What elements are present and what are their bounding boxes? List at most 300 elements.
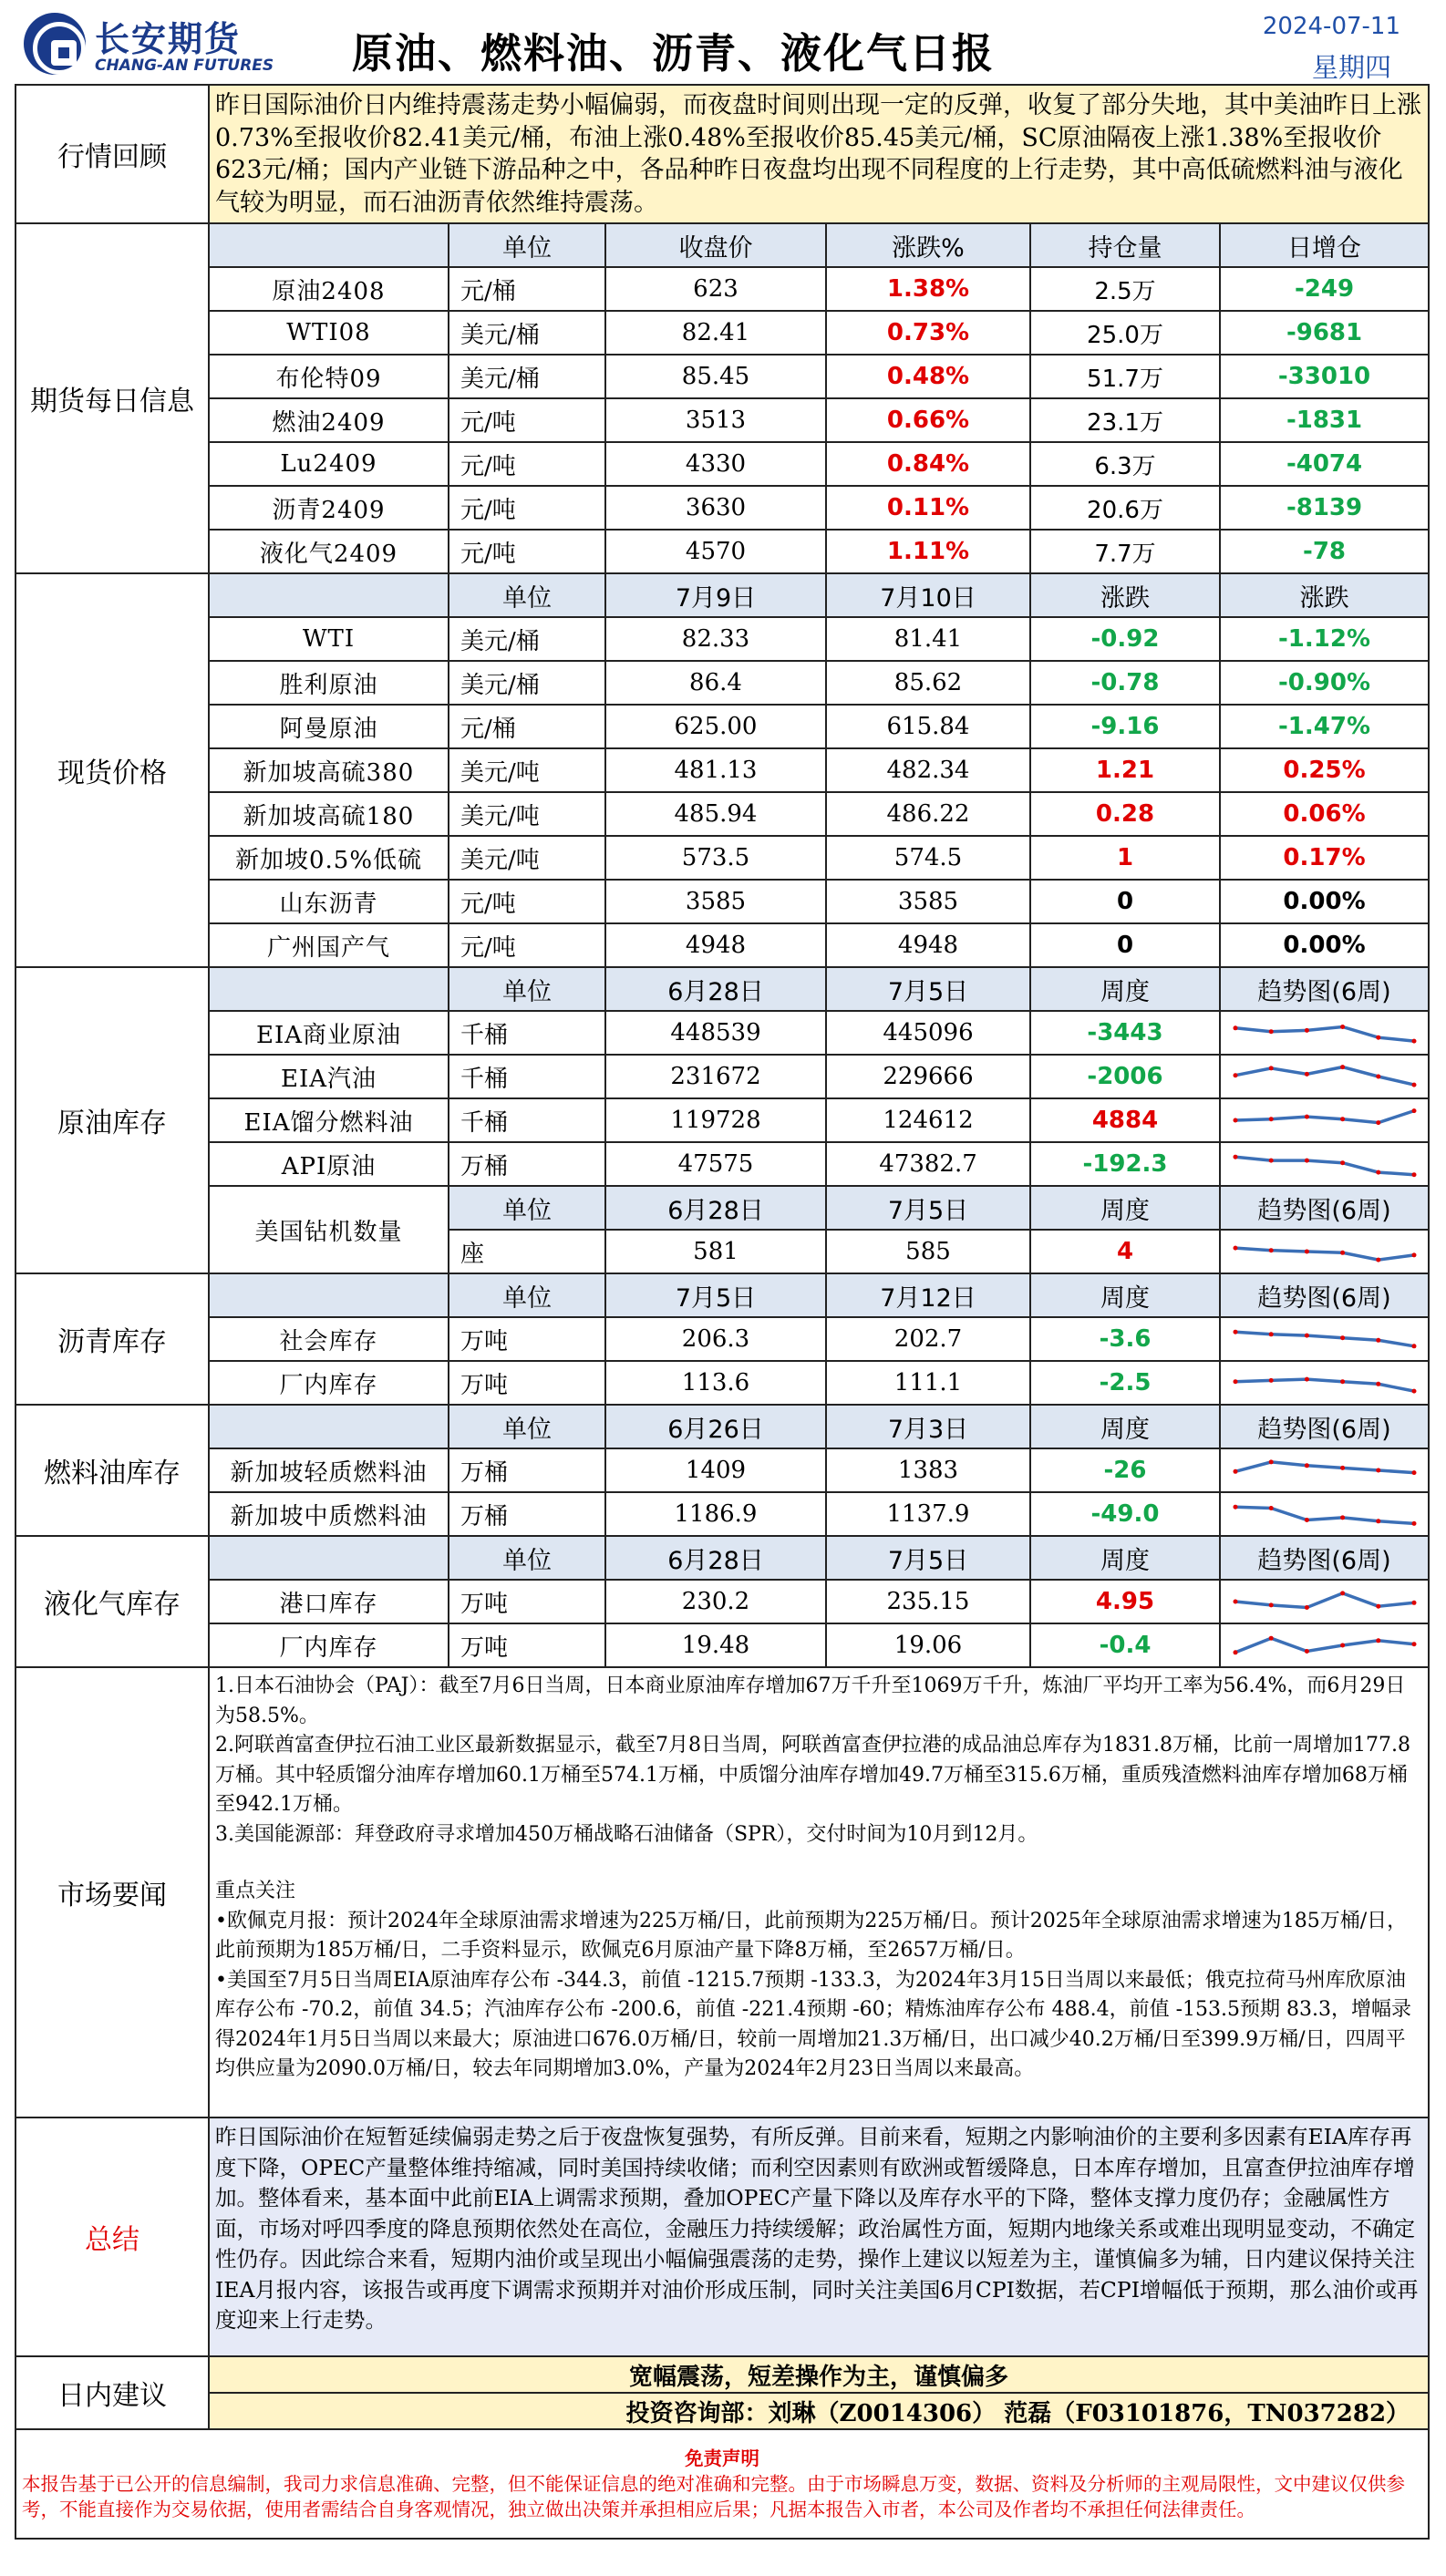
trend-cell [1220, 1230, 1429, 1273]
value-prev: 1186.9 [605, 1492, 826, 1536]
trend-point [1376, 1170, 1380, 1175]
section-label-crude_inv: 原油库存 [15, 967, 209, 1273]
futures-row [15, 442, 1429, 486]
trend-point [1268, 1029, 1273, 1034]
futures-row [15, 355, 1429, 398]
consultant-info: 投资咨询部：刘琳（Z0014306） 范磊（F03101876，TN037282） [209, 2393, 1429, 2429]
trend-sparkline [1231, 1366, 1419, 1399]
trend-point [1340, 1466, 1345, 1470]
trend-cell [1220, 1448, 1429, 1492]
news-paragraph: •美国至7月5日当周EIA原油库存公布 -344.3，前值 -1215.7预期 -133.3，为2024年3月15日当周以来最低；俄克拉荷马州库欣原油库存公布 -70.2，前值 34.5；汽油库存公布 -200.6，前值 -221.4预期 -60；精炼油库存公布 488.4，前值 -153.5预期 83.3，增幅录得2024年1月5日当周以来最大；原油进口676.0万桶/日，较前一周增加21.3万桶/日，出口减少40.2万桶/日至399.9万桶/日，四周平均供应量为2090.0万桶/日，较去年同期增加3.0%，产量为2024年2月23日当周以来最高。 [215, 1968, 1411, 2080]
trend-line [1235, 1067, 1414, 1086]
trend-sparkline [1231, 1060, 1419, 1093]
trend-line [1235, 1638, 1414, 1653]
trend-point [1233, 1118, 1237, 1123]
trend-point [1340, 1335, 1345, 1340]
trend-sparkline [1231, 1323, 1419, 1355]
change: -0.92 [1030, 617, 1220, 661]
trend-point [1268, 1066, 1273, 1070]
company-name-en: CHANG-AN FUTURES [95, 57, 274, 75]
value-curr: 202.7 [826, 1317, 1030, 1361]
value-curr: 445096 [826, 1011, 1030, 1055]
news-paragraph: 3.美国能源部：拜登政府寻求增加450万桶战略石油储备（SPR），交付时间为10月到12月。 [215, 1822, 1038, 1846]
column-header: 6月28日 [605, 967, 826, 1011]
rig-header-row [15, 1186, 1429, 1230]
trend-point [1340, 1025, 1345, 1029]
trend-line [1235, 1111, 1414, 1123]
spot-row [15, 617, 1429, 661]
change: 0 [1030, 923, 1220, 967]
column-header: 7月10日 [826, 573, 1030, 617]
unit: 美元/桶 [449, 661, 605, 705]
summary-text: 昨日国际油价在短暂延续偏弱走势之后于夜盘恢复强势，有所反弹。目前来看，短期之内影响油价的主要利多因素有EIA库存再度下降，OPEC产量整体维持缩减，同时美国持续收储；而利空因素则有欧洲或暂缓降息，日本库存增加，且富查伊拉油库存增加。整体看来，基本面中此前EIA上调需求预期，叠加OPEC产量下降以及库存水平的下降，整体支撑力度仍存；金融属性方面，市场对呼四季度的降息预期依然处在高位，金融压力持续缓解；政治属性方面，短期内地缘关系或难出现明显变动，不确定性仍存。因此综合来看，短期内油价或呈现出小幅偏强震荡的走势，操作上建议以短差为主，谨慎偏多为辅，日内建议保持关注IEA月报内容，该报告或再度下调需求预期并对油价形成压制，同时关注美国6月CPI数据，若CPI增幅低于预期，那么油价或再度迎来上行走势。 [209, 2117, 1429, 2356]
report [15, 0, 1428, 2540]
value-prev: 19.48 [605, 1623, 826, 1667]
weekly-change: 4.95 [1030, 1580, 1220, 1623]
unit: 万吨 [449, 1361, 605, 1405]
daily-oi-change: -33010 [1220, 355, 1429, 398]
trend-point [1304, 1463, 1308, 1468]
trend-point [1411, 1172, 1416, 1177]
close-price: 3630 [605, 486, 826, 530]
price-day2: 486.22 [826, 792, 1030, 836]
column-header: 7月5日 [826, 1536, 1030, 1580]
trend-point [1340, 1643, 1345, 1648]
section-label-asphalt_inv: 沥青库存 [15, 1273, 209, 1405]
unit: 千桶 [449, 1098, 605, 1142]
weekly-change: -2006 [1030, 1055, 1220, 1098]
trend-point [1376, 1120, 1380, 1125]
price-day1: 625.00 [605, 705, 826, 748]
trend-point [1340, 1160, 1345, 1165]
trend-sparkline [1231, 1454, 1419, 1487]
trend-point [1268, 1602, 1273, 1607]
unit: 万桶 [449, 1142, 605, 1186]
disclaimer-title: 免责声明 [685, 2447, 760, 2469]
column-header: 7月9日 [605, 573, 826, 617]
open-interest: 6.3万 [1030, 442, 1220, 486]
trend-cell [1220, 1492, 1429, 1536]
column-header: 单位 [449, 223, 605, 267]
crude_inv-header-row [15, 967, 1429, 1011]
header-spacer [209, 573, 449, 617]
section-label-fueloil_inv: 燃料油库存 [15, 1405, 209, 1536]
weekly-change: 4884 [1030, 1098, 1220, 1142]
trend-cell [1220, 1361, 1429, 1405]
trend-point [1411, 1108, 1416, 1113]
column-header: 周度 [1030, 1536, 1220, 1580]
spot-name: 胜利原油 [209, 661, 449, 705]
trend-cell [1220, 1098, 1429, 1142]
unit: 元/吨 [449, 486, 605, 530]
section-label-lpg_inv: 液化气库存 [15, 1536, 209, 1667]
value-curr: 1383 [826, 1448, 1030, 1492]
trend-point [1411, 1642, 1416, 1646]
news-paragraph: •欧佩克月报：预计2024年全球原油需求增速为225万桶/日，此前预期为225万桶/日。预计2025年全球原油需求增速为185万桶/日，此前预期为185万桶/日，二手资料显示，欧佩克6月原油产量下降8万桶，至2657万桶/日。 [215, 1909, 1408, 1962]
price-day2: 4948 [826, 923, 1030, 967]
trend-line [1235, 1332, 1414, 1346]
unit: 元/吨 [449, 880, 605, 923]
consultant-row [15, 2393, 1429, 2429]
column-header: 7月5日 [826, 1186, 1030, 1230]
trend-point [1304, 1028, 1308, 1033]
trend-sparkline [1231, 1585, 1419, 1618]
header-spacer [209, 223, 449, 267]
trend-sparkline [1231, 1148, 1419, 1180]
unit: 美元/吨 [449, 792, 605, 836]
contract-name: 沥青2409 [209, 486, 449, 530]
fueloil_inv-header-row [15, 1405, 1429, 1448]
inventory-name: 厂内库存 [209, 1361, 449, 1405]
section-label-futures: 期货每日信息 [15, 223, 209, 573]
column-header: 周度 [1030, 1186, 1220, 1230]
daily-oi-change: -1831 [1220, 398, 1429, 442]
column-header: 周度 [1030, 1405, 1220, 1448]
trend-point [1376, 1075, 1380, 1079]
column-header: 持仓量 [1030, 223, 1220, 267]
unit: 元/桶 [449, 267, 605, 311]
contract-name: Lu2409 [209, 442, 449, 486]
weekly-change: -3443 [1030, 1011, 1220, 1055]
change: 1 [1030, 836, 1220, 880]
trend-sparkline [1231, 1016, 1419, 1049]
change-percent: 0.84% [826, 442, 1030, 486]
daily-oi-change: -249 [1220, 267, 1429, 311]
change-percent: 0.00% [1220, 923, 1429, 967]
spot-name: 阿曼原油 [209, 705, 449, 748]
spot-name: 广州国产气 [209, 923, 449, 967]
column-header: 7月5日 [605, 1273, 826, 1317]
price-day1: 573.5 [605, 836, 826, 880]
spot-name: 新加坡0.5%低硫 [209, 836, 449, 880]
column-header: 趋势图(6周) [1220, 1405, 1429, 1448]
inventory-name: EIA馏分燃料油 [209, 1098, 449, 1142]
review-row [15, 85, 1429, 223]
trend-point [1304, 1250, 1308, 1254]
change-percent: 0.17% [1220, 836, 1429, 880]
inventory-name: 新加坡中质燃料油 [209, 1492, 449, 1536]
trend-point [1304, 1334, 1308, 1338]
trend-point [1233, 1505, 1237, 1510]
unit: 万吨 [449, 1317, 605, 1361]
inventory-name: 新加坡轻质燃料油 [209, 1448, 449, 1492]
column-header: 7月3日 [826, 1405, 1030, 1448]
value-prev: 47575 [605, 1142, 826, 1186]
unit: 美元/吨 [449, 836, 605, 880]
unit: 美元/桶 [449, 617, 605, 661]
value-curr: 1137.9 [826, 1492, 1030, 1536]
trend-point [1376, 1468, 1380, 1473]
column-header: 收盘价 [605, 223, 826, 267]
trend-point [1233, 1330, 1237, 1334]
spot-row [15, 880, 1429, 923]
summary-row [15, 2117, 1429, 2356]
contract-name: 燃油2409 [209, 398, 449, 442]
price-day1: 86.4 [605, 661, 826, 705]
trend-point [1304, 1377, 1308, 1382]
weekly-change: -26 [1030, 1448, 1220, 1492]
unit: 美元/桶 [449, 311, 605, 355]
unit: 元/吨 [449, 530, 605, 573]
lpg_inv-row [15, 1580, 1429, 1623]
company-name-cn: 长安期货 [95, 19, 242, 59]
header-spacer [209, 1405, 449, 1448]
disclaimer [15, 2429, 1429, 2539]
trend-point [1376, 1382, 1380, 1386]
advice-row [15, 2356, 1429, 2393]
trend-point [1304, 1115, 1308, 1119]
trend-point [1304, 1518, 1308, 1522]
disclaimer-row [15, 2429, 1429, 2539]
trend-sparkline [1231, 1498, 1419, 1530]
column-header: 单位 [449, 967, 605, 1011]
weekly-change: -49.0 [1030, 1492, 1220, 1536]
trend-point [1268, 1636, 1273, 1641]
value-prev: 1409 [605, 1448, 826, 1492]
futures-row [15, 398, 1429, 442]
close-price: 623 [605, 267, 826, 311]
change-percent: 0.11% [826, 486, 1030, 530]
value-curr: 111.1 [826, 1361, 1030, 1405]
trend-sparkline [1231, 1104, 1419, 1137]
fueloil_inv-row [15, 1448, 1429, 1492]
trend-point [1304, 1072, 1308, 1077]
value-prev: 113.6 [605, 1361, 826, 1405]
trend-sparkline [1231, 1235, 1419, 1268]
price-day1: 485.94 [605, 792, 826, 836]
daily-oi-change: -8139 [1220, 486, 1429, 530]
unit: 万吨 [449, 1623, 605, 1667]
trend-point [1304, 1649, 1308, 1654]
news-text [209, 1667, 1429, 2117]
change-percent: 0.73% [826, 311, 1030, 355]
disclaimer-text: 本报告基于已公开的信息编制，我司力求信息准确、完整，但不能保证信息的绝对准确和完整。由于市场瞬息万变，数据、资料及分析师的主观局限性，文中建议仅供参考，不能直接作为交易依据，使用者需结合自身客观情况，独立做出决策并承担相应后果；凡据本报告入市者，本公司及作者均不承担任何法律责任。 [22, 2473, 1405, 2520]
price-day1: 82.33 [605, 617, 826, 661]
column-header: 涨跌 [1220, 573, 1429, 617]
change-percent: 0.48% [826, 355, 1030, 398]
spot-name: 新加坡高硫380 [209, 748, 449, 792]
open-interest: 51.7万 [1030, 355, 1220, 398]
weekly-change: -192.3 [1030, 1142, 1220, 1186]
change: -9.16 [1030, 705, 1220, 748]
unit: 美元/吨 [449, 748, 605, 792]
news-paragraph: 1.日本石油协会（PAJ）：截至7月6日当周，日本商业原油库存增加67万千升至1069万千升，炼油厂平均开工率为56.4%，而6月29日为58.5%。 [215, 1674, 1406, 1727]
change-percent: -1.12% [1220, 617, 1429, 661]
spot-row [15, 792, 1429, 836]
trend-point [1268, 1378, 1273, 1383]
trend-point [1233, 1073, 1237, 1077]
change-percent: 0.25% [1220, 748, 1429, 792]
change-percent: -1.47% [1220, 705, 1429, 748]
trend-line [1235, 1027, 1414, 1042]
trend-line [1235, 1507, 1414, 1523]
value-curr: 19.06 [826, 1623, 1030, 1667]
trend-point [1340, 1379, 1345, 1384]
trend-cell [1220, 1055, 1429, 1098]
open-interest: 20.6万 [1030, 486, 1220, 530]
futures-row [15, 530, 1429, 573]
trend-line [1235, 1379, 1414, 1391]
trend-point [1233, 1246, 1237, 1251]
advice-text: 宽幅震荡，短差操作为主，谨慎偏多 [209, 2356, 1429, 2393]
inventory-name: EIA汽油 [209, 1055, 449, 1098]
close-price: 3513 [605, 398, 826, 442]
report-header [15, 0, 1428, 84]
price-day2: 85.62 [826, 661, 1030, 705]
spot-name: WTI [209, 617, 449, 661]
unit: 千桶 [449, 1011, 605, 1055]
trend-cell [1220, 1142, 1429, 1186]
trend-point [1411, 1389, 1416, 1394]
column-header: 单位 [449, 1536, 605, 1580]
asphalt_inv-header-row [15, 1273, 1429, 1317]
trend-cell [1220, 1011, 1429, 1055]
trend-point [1411, 1083, 1416, 1087]
fueloil_inv-row [15, 1492, 1429, 1536]
trend-point [1233, 1025, 1237, 1030]
section-label-advice: 日内建议 [15, 2356, 209, 2429]
value-prev: 206.3 [605, 1317, 826, 1361]
trend-point [1411, 1039, 1416, 1044]
news-row [15, 1667, 1429, 2117]
trend-point [1411, 1521, 1416, 1526]
spot-row [15, 661, 1429, 705]
column-header: 单位 [449, 1405, 605, 1448]
contract-name: 液化气2409 [209, 530, 449, 573]
trend-point [1340, 1251, 1345, 1255]
unit: 元/桶 [449, 705, 605, 748]
trend-point [1340, 1591, 1345, 1595]
trend-point [1304, 1605, 1308, 1610]
column-header: 日增仓 [1220, 223, 1429, 267]
contract-name: 原油2408 [209, 267, 449, 311]
value-curr: 229666 [826, 1055, 1030, 1098]
unit: 元/吨 [449, 923, 605, 967]
change-percent: 0.06% [1220, 792, 1429, 836]
column-header: 趋势图(6周) [1220, 1536, 1429, 1580]
price-day1: 481.13 [605, 748, 826, 792]
unit: 元/吨 [449, 398, 605, 442]
open-interest: 2.5万 [1030, 267, 1220, 311]
column-header: 6月26日 [605, 1405, 826, 1448]
unit: 千桶 [449, 1055, 605, 1098]
inventory-name: 厂内库存 [209, 1623, 449, 1667]
open-interest: 23.1万 [1030, 398, 1220, 442]
daily-oi-change: -4074 [1220, 442, 1429, 486]
trend-cell [1220, 1317, 1429, 1361]
column-header: 趋势图(6周) [1220, 967, 1429, 1011]
daily-oi-change: -78 [1220, 530, 1429, 573]
futures-header-row [15, 223, 1429, 267]
trend-point [1268, 1459, 1273, 1464]
value-prev: 448539 [605, 1011, 826, 1055]
trend-point [1304, 1159, 1308, 1163]
futures-row [15, 486, 1429, 530]
trend-point [1411, 1344, 1416, 1348]
trend-point [1233, 1379, 1237, 1384]
value-curr: 585 [826, 1230, 1030, 1273]
value-prev: 231672 [605, 1055, 826, 1098]
trend-point [1340, 1515, 1345, 1520]
unit: 元/吨 [449, 442, 605, 486]
trend-point [1233, 1469, 1237, 1474]
inventory-name: 社会库存 [209, 1317, 449, 1361]
asphalt_inv-row [15, 1361, 1429, 1405]
value-prev: 230.2 [605, 1580, 826, 1623]
close-price: 4570 [605, 530, 826, 573]
crude_inv-row [15, 1055, 1429, 1098]
trend-cell [1220, 1623, 1429, 1667]
daily-oi-change: -9681 [1220, 311, 1429, 355]
open-interest: 25.0万 [1030, 311, 1220, 355]
trend-point [1233, 1650, 1237, 1654]
price-day1: 3585 [605, 880, 826, 923]
value-curr: 47382.7 [826, 1142, 1030, 1186]
news-paragraph: 重点关注 [215, 1880, 296, 1902]
trend-line [1235, 1157, 1414, 1175]
close-price: 4330 [605, 442, 826, 486]
section-label-summary: 总结 [15, 2117, 209, 2356]
column-header: 趋势图(6周) [1220, 1186, 1429, 1230]
lpg_inv-row [15, 1623, 1429, 1667]
column-header: 单位 [449, 1186, 605, 1230]
change: 0.28 [1030, 792, 1220, 836]
inventory-name: EIA商业原油 [209, 1011, 449, 1055]
crude_inv-row [15, 1098, 1429, 1142]
change: 0 [1030, 880, 1220, 923]
price-day2: 615.84 [826, 705, 1030, 748]
price-day1: 4948 [605, 923, 826, 967]
trend-point [1376, 1036, 1380, 1040]
trend-line [1235, 1248, 1414, 1260]
close-price: 85.45 [605, 355, 826, 398]
spot-name: 山东沥青 [209, 880, 449, 923]
spot-row [15, 705, 1429, 748]
trend-sparkline [1231, 1629, 1419, 1662]
trend-point [1233, 1155, 1237, 1159]
report-title: 原油、燃料油、沥青、液化气日报 [352, 29, 996, 77]
trend-point [1376, 1258, 1380, 1262]
trend-point [1411, 1470, 1416, 1475]
trend-point [1340, 1117, 1345, 1121]
futures-row [15, 311, 1429, 355]
crude_inv-row [15, 1142, 1429, 1186]
value-curr: 235.15 [826, 1580, 1030, 1623]
column-header: 7月12日 [826, 1273, 1030, 1317]
unit: 万吨 [449, 1580, 605, 1623]
company-logo [24, 13, 86, 75]
column-header: 7月5日 [826, 967, 1030, 1011]
column-header: 涨跌 [1030, 573, 1220, 617]
trend-point [1411, 1252, 1416, 1257]
change-percent: 0.00% [1220, 880, 1429, 923]
column-header: 趋势图(6周) [1220, 1273, 1429, 1317]
report-date: 2024-07-11 [1262, 13, 1400, 40]
change-percent: -0.90% [1220, 661, 1429, 705]
column-header: 周度 [1030, 1273, 1220, 1317]
inventory-name: 港口库存 [209, 1580, 449, 1623]
trend-point [1268, 1117, 1273, 1121]
trend-point [1376, 1519, 1380, 1523]
spot-row [15, 748, 1429, 792]
report-weekday: 星期四 [1311, 52, 1391, 83]
price-day2: 482.34 [826, 748, 1030, 792]
open-interest: 7.7万 [1030, 530, 1220, 573]
unit: 座 [449, 1230, 605, 1273]
price-day2: 574.5 [826, 836, 1030, 880]
header-spacer [209, 1273, 449, 1317]
futures-row [15, 267, 1429, 311]
